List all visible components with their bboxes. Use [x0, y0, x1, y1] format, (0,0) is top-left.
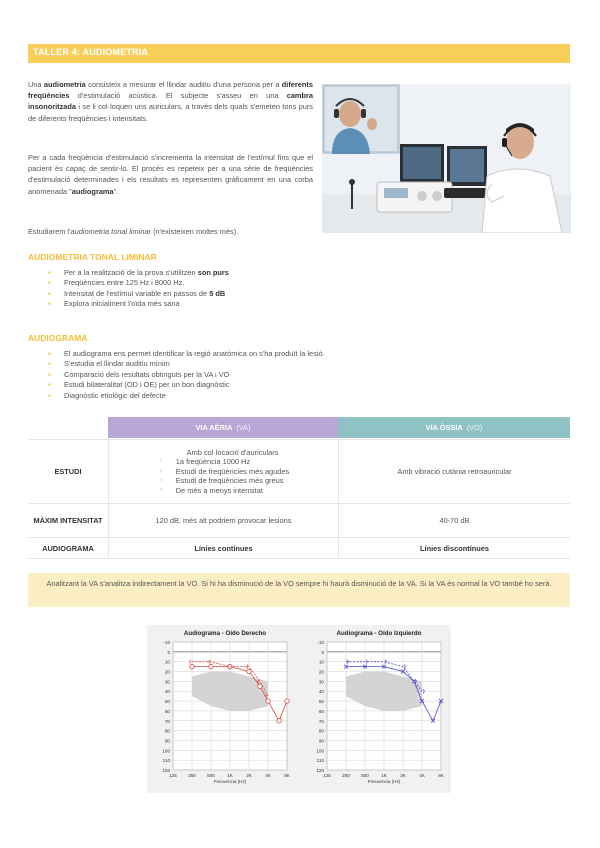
y-tick-label: 90	[164, 738, 170, 744]
list-item: ■ Diagnòstic etiològic del defecte	[48, 391, 325, 401]
data-point	[266, 699, 270, 703]
audiogram-chart-left	[316, 630, 444, 784]
data-point	[209, 664, 213, 668]
x-tick-label: 4K	[419, 773, 425, 778]
x-tick-label: 8K	[438, 773, 444, 778]
x-tick-label: 2K	[400, 773, 406, 778]
y-tick-label: 30	[164, 679, 170, 685]
list-item: ■ Comparació dels resultats obtinguts per la VA i VO	[48, 370, 325, 380]
x-tick-label: 1K	[227, 773, 233, 778]
tonal-list	[48, 268, 229, 310]
list-item: ■ El audiograma ens permet identificar la regió anatòmica on s'ha produït la lesió.	[48, 349, 325, 359]
x-tick-label: 4K	[265, 773, 271, 778]
y-tick-label: 0	[167, 649, 170, 655]
x-tick-label: 125	[323, 773, 331, 778]
audiometry-photo	[322, 84, 571, 233]
list-item: ■ S'estudia el llindar auditiu mínim	[48, 359, 325, 369]
data-point	[285, 699, 289, 703]
y-tick-label: -10	[317, 640, 324, 645]
y-tick-label: 0	[321, 649, 324, 655]
cell-vo: Línies discontínues	[338, 538, 570, 558]
y-tick-label: -10	[163, 640, 170, 645]
list-item: ■ Freqüències entre 125 Hz i 8000 Hz.	[48, 278, 229, 288]
x-tick-label: 250	[188, 773, 196, 778]
list-item: ■ Estudi bilateralitat (OD i OE) per un bon diagnòstic	[48, 380, 325, 390]
table-header-vo: VIA ÒSSIA (VO)	[338, 417, 570, 438]
cell-va: Amb col·locació d'auriculars ○ 1a freqüència 1000 Hz ○ Estudi de freqüències més agudes ○ Estudi de freqüències més greus ○ De més a menys intensitat	[108, 440, 338, 503]
page-title: TALLER 4: AUDIOMETRIA	[33, 47, 149, 57]
section-heading-tonal: AUDIOMETRIA TONAL LIMINAR	[28, 252, 157, 262]
y-tick-label: 90	[318, 738, 324, 744]
intro-paragraph-3: Estudiarem l'audiometria tonal liminar (n'existeixen moltes més).	[28, 227, 239, 236]
note-box: Analitzant la VA s'analitza indirectament la VO. Si hi ha disminució de la VO sempre hi haurà disminució de la VA. Si la VA és normal la VO també ho serà.	[28, 573, 570, 607]
y-tick-label: 10	[164, 659, 170, 665]
audiogram-chart-right	[162, 630, 290, 784]
y-tick-label: 30	[318, 679, 324, 685]
chart-title: Audiograma - Oído Derecho	[183, 630, 267, 637]
chart-title: Audiograma - Oído Izquierdo	[336, 630, 422, 637]
list-item: ■ Explora inicialment l'oïda més sana	[48, 299, 229, 309]
cell-va: Línies contínues	[108, 538, 338, 558]
cell-va: 120 dB, més alt podriem provocar lesions	[108, 504, 338, 537]
y-tick-label: 20	[318, 669, 324, 675]
y-tick-label: 70	[164, 718, 170, 724]
row-label: AUDIOGRAMA	[42, 543, 94, 553]
y-tick-label: 10	[318, 659, 324, 665]
y-tick-label: 80	[318, 728, 324, 734]
audiogram-charts	[147, 625, 451, 793]
cell-vo: Amb vibració cutània retroauricular	[338, 440, 570, 503]
x-tick-label: 250	[342, 773, 350, 778]
table-row-estudi	[28, 439, 570, 503]
y-tick-label: 40	[318, 689, 324, 695]
y-tick-label: 100	[162, 748, 170, 754]
section-heading-audiograma: AUDIOGRAMA	[28, 333, 88, 343]
list-item: ■ Intensitat de l'estímul variable en passos de 5 dB	[48, 289, 229, 299]
y-tick-label: 120	[162, 768, 170, 773]
y-tick-label: 60	[164, 708, 170, 714]
data-point	[190, 664, 194, 668]
y-tick-label: 50	[164, 699, 170, 705]
y-tick-label: 110	[316, 758, 324, 764]
audiogram-figure	[147, 625, 451, 793]
x-tick-label: 125	[169, 773, 177, 778]
data-point	[258, 684, 262, 688]
y-tick-label: 70	[318, 718, 324, 724]
x-tick-label: 1K	[381, 773, 387, 778]
y-tick-label: 20	[164, 669, 170, 675]
list-item: ■ Per a la realització de la prova s'utilitzen son purs	[48, 268, 229, 278]
data-point	[277, 719, 281, 723]
y-tick-label: 100	[316, 748, 324, 754]
title-bar	[28, 44, 570, 63]
intro-paragraph-1: Una audiometria consisteix a mesurar el llindar auditiu d'una persona per a diferents freqüències d'estimulació acústica. El subjecte s'asseu en una cambra insonoritzada i se li col·loquen uns auriculars, a través dels quals s'emeten tons purs de diferents freqüències i intensitats.	[28, 80, 313, 123]
y-tick-label: 50	[318, 699, 324, 705]
table-header-va: VIA AÈRIA (VA)	[108, 417, 338, 438]
intro-paragraph-2: Per a cada freqüència d'estimulació s'incrementa la intensitat de l'estímul fins que el pacient és capaç de sentir-lo. El procés es repeteix per a una sèrie de freqüències d'estimulació determinades i els resultats es representen gràficament en una corba anomenada "audiograma".	[28, 153, 313, 196]
cell-vo: 40-70 dB	[338, 504, 570, 537]
y-tick-label: 120	[316, 768, 324, 773]
row-label: ESTUDI	[54, 467, 82, 476]
table-row-audiograma	[28, 537, 570, 559]
x-axis-label: Frecuencia (Hz)	[367, 779, 401, 784]
x-tick-label: 2K	[246, 773, 252, 778]
y-tick-label: 80	[164, 728, 170, 734]
table-row-maxim	[28, 503, 570, 537]
x-tick-label: 500	[207, 773, 215, 778]
y-tick-label: 60	[318, 708, 324, 714]
y-tick-label: 40	[164, 689, 170, 695]
x-axis-label: Frecuencia (Hz)	[213, 779, 247, 784]
audiograma-list	[48, 349, 325, 401]
x-tick-label: 500	[361, 773, 369, 778]
y-tick-label: 110	[162, 758, 170, 764]
row-label: MÀXIM INTENSITAT	[33, 516, 103, 525]
x-tick-label: 8K	[284, 773, 290, 778]
data-point	[247, 669, 251, 673]
